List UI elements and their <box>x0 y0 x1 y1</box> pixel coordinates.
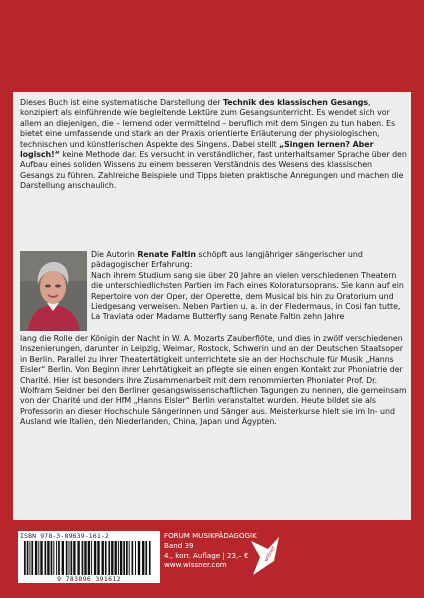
isbn-text: ISBN 978-3-89639-161-2 <box>20 532 110 540</box>
author-paragraph-top: Die Autorin Renate Faltin schöpft aus langjähriger sängerischer und pädagogischer Erfahrung: Nach ihrem Studium sang sie über 20 Jahre an vielen verschiedenen Theatern die unterschiedlichsten Partien im Fach eines Koloratursoprans. Sie kann auf ein Repertoire von der Oper, der Operette, dem Musical bis hin zu Oratorium und Liedgesang verweisen. Neben Partien u. a. in der Fledermaus, in Cosi fan tutte, La Traviata oder Madame Butterfly sang Renate Faltin zehn Jahre <box>91 250 404 322</box>
barcode-digits: 9 783896 391612 <box>57 575 121 583</box>
series-info <box>164 531 257 570</box>
author-paragraph-bottom: lang die Rolle der Königin der Nacht in W. A. Mozarts Zauberflöte, und dies in zwölf verschiedenen Inszenierungen, darunter in Leipzig, Weimar, Rostock, Schwerin und an der Deutschen Staatsoper in Berlin. Parallel zu ihrer Theatertätigkeit unterrichtete sie an der Hochschule für Musik „Hanns Eisler“ Berlin. Von Beginn ihrer Lehrtätigkeit an pflegte sie einen engen Kontakt zur Phoniatrie der Charité. Hier ist besonders ihre Zusammenarbeit mit dem renommierten Phoniater Prof. Dr. Wolfram Seidner bei den Berliner gesangswissenschaftlichen Tagungen zu nennen, die gemeinsam von der Charité und der HfM „Hanns Eisler“ Berlin veranstaltet wurden. Heute bildet sie als Professorin an dieser Hochschule Sängerinnen und Sänger aus. Meisterkurse hielt sie im In- und Ausland wie Italien, den Niederlanden, China, Japan und Ägypten. <box>20 334 407 427</box>
series-band: Band 39 <box>164 540 194 550</box>
intro-paragraph: Dieses Buch ist eine systematische Darstellung der Technik des klassischen Gesangs, konzipiert als einführende wie begleitende Lektüre zum Gesangsunterricht. Es wendet sich vor allem an diejenigen, die – lernend oder vermittelnd – beruflich mit dem Singen zu tun haben. Es bietet eine umfassende und stark an der Praxis orientierte Erläuterung der physiologischen, technischen und künstlerischen Aspekte des Singens. Dabei stellt „Singen lernen? Aber logisch!“ keine Methode dar. Es versucht in verständlicher, fast unterhaltsamer Sprache über den Aufbau eines soliden Wissens zu einem besseren Verständnis des Wesens des klassischen Gesangs zu führen. Zahlreiche Beispiele und Tipps bieten praktische Anregungen und machen die Darstellung anschaulich. <box>20 98 407 191</box>
author-photo <box>20 251 87 331</box>
series-name: FORUM MUSIKPÄDAGOGIK <box>164 531 257 540</box>
svg-text:wißner: wißner <box>263 545 277 563</box>
wissner-logo-icon <box>248 533 282 579</box>
series-edition: 4., korr. Auflage | 23,– € <box>164 550 249 560</box>
barcode-icon <box>22 541 156 575</box>
publisher-url[interactable]: www.wissner.com <box>164 560 227 570</box>
barcode-block <box>18 531 160 583</box>
